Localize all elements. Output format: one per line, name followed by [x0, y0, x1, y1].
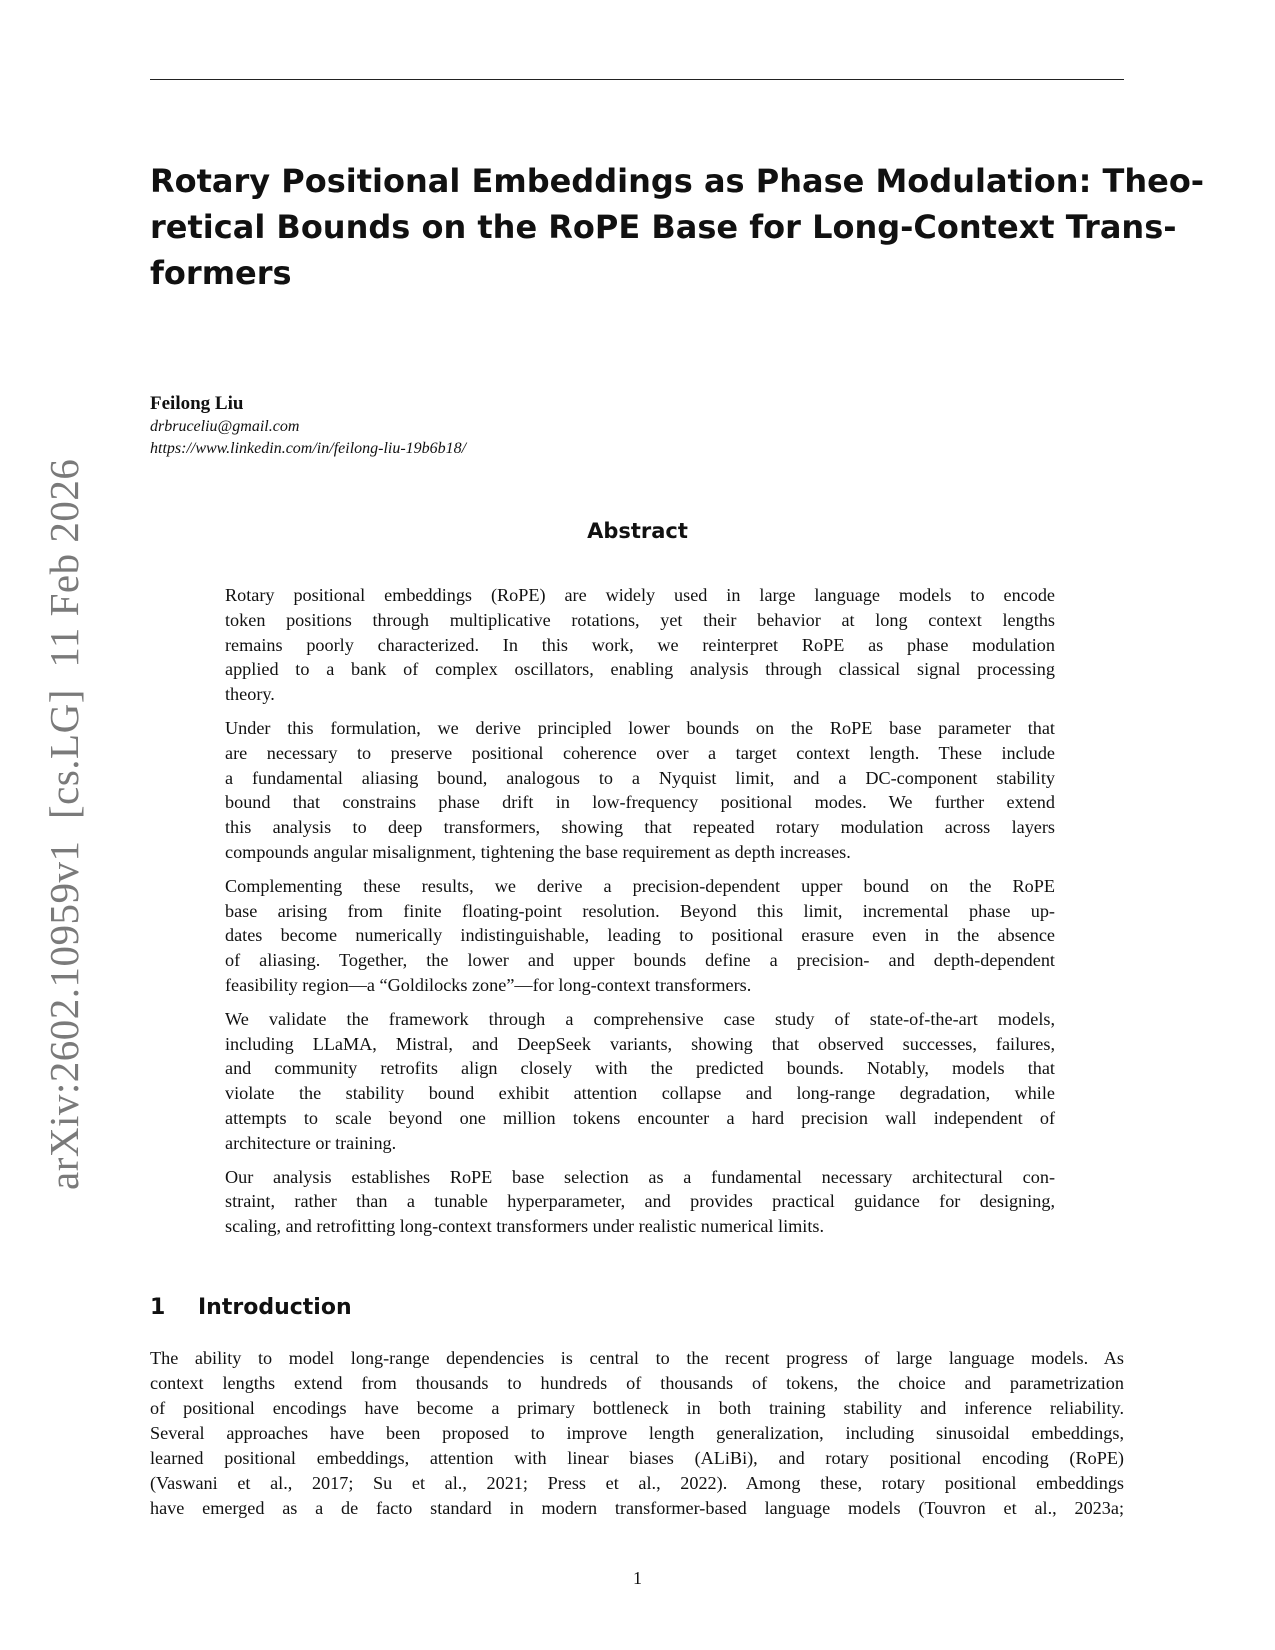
text-line: have emerged as a de facto standard in modern transformer-based language models (Touvron et al., 2023a; [150, 1498, 1124, 1518]
text-line: feasibility region—a “Goldilocks zone”—for long-context transformers. [225, 974, 752, 995]
text-line: Our analysis establishes RoPE base selection as a fundamental necessary architectural con- [225, 1166, 1055, 1187]
page-number: 1 [633, 1568, 642, 1588]
text-line: context lengths extend from thousands to hundreds of thousands of tokens, the choice and parametrization [150, 1373, 1124, 1393]
section-heading [150, 1295, 352, 1320]
abstract-paragraph [225, 1165, 1055, 1239]
title-line: Rotary Positional Embeddings as Phase Modulation: Theo- [150, 162, 1205, 200]
text-line: remains poorly characterized. In this work, we reinterpret RoPE as phase modulation [225, 634, 1055, 655]
text-line: Complementing these results, we derive a precision-dependent upper bound on the RoPE [225, 875, 1055, 896]
intro-body [150, 1346, 1124, 1521]
text-line: straint, rather than a tunable hyperparameter, and provides practical guidance for designing, [225, 1191, 1055, 1212]
top-rule [150, 79, 1124, 80]
arxiv-stamp: arXiv:2602.10959v1 [cs.LG] 11 Feb 2026 [41, 458, 87, 1190]
text-line: compounds angular misalignment, tightening the base requirement as depth increases. [225, 841, 851, 862]
text-line: violate the stability bound exhibit attention collapse and long-range degradation, while [225, 1083, 1055, 1104]
abstract-paragraph [225, 583, 1055, 707]
abstract-body [225, 583, 1055, 1248]
text-line: (Vaswani et al., 2017; Su et al., 2021; Press et al., 2022). Among these, rotary positional embeddings [150, 1473, 1124, 1493]
text-line: of positional encodings have become a primary bottleneck in both training stability and inference reliability. [150, 1398, 1124, 1418]
text-line: Under this formulation, we derive principled lower bounds on the RoPE base parameter that [225, 717, 1055, 738]
text-line: The ability to model long-range dependencies is central to the recent progress of large language models. As [150, 1348, 1124, 1368]
title-line: retical Bounds on the RoPE Base for Long-Context Trans- [150, 208, 1177, 246]
text-line: are necessary to preserve positional coherence over a target context length. These include [225, 742, 1055, 763]
abstract-paragraph [225, 1007, 1055, 1156]
author-name: Feilong Liu [150, 393, 244, 414]
text-line: architecture or training. [225, 1132, 397, 1153]
text-line: applied to a bank of complex oscillators, enabling analysis through classical signal processing [225, 659, 1055, 680]
text-line: base arising from finite floating-point resolution. Beyond this limit, incremental phase up- [225, 900, 1055, 921]
paper-title [150, 158, 1205, 296]
text-line: theory. [225, 684, 275, 705]
text-line: scaling, and retrofitting long-context transformers under realistic numerical limits. [225, 1216, 824, 1237]
text-line: this analysis to deep transformers, showing that repeated rotary modulation across layers [225, 817, 1055, 838]
author-url[interactable]: https://www.linkedin.com/in/feilong-liu-19b6b18/ [150, 440, 467, 457]
text-line: Rotary positional embeddings (RoPE) are widely used in large language models to encode [225, 585, 1055, 605]
section-title: Introduction [198, 1295, 352, 1320]
text-line: We validate the framework through a comprehensive case study of state-of-the-art models, [225, 1008, 1055, 1029]
text-line: learned positional embeddings, attention with linear biases (ALiBi), and rotary positional encoding (RoPE) [150, 1448, 1124, 1468]
text-line: a fundamental aliasing bound, analogous to a Nyquist limit, and a DC-component stability [225, 767, 1055, 788]
text-line: and community retrofits align closely with the predicted bounds. Notably, models that [225, 1058, 1055, 1079]
abstract-heading: Abstract [587, 519, 688, 543]
text-line: dates become numerically indistinguishable, leading to positional erasure even in the absence [225, 925, 1055, 946]
section-number: 1 [150, 1295, 166, 1320]
text-line: including LLaMA, Mistral, and DeepSeek variants, showing that observed successes, failures, [225, 1033, 1055, 1054]
text-line: bound that constrains phase drift in low-frequency positional modes. We further extend [225, 792, 1055, 813]
abstract-paragraph [225, 874, 1055, 998]
title-line: formers [150, 254, 292, 292]
author-block [150, 392, 466, 460]
text-line: token positions through multiplicative rotations, yet their behavior at long context lengths [225, 609, 1055, 630]
text-line: of aliasing. Together, the lower and upper bounds define a precision- and depth-dependent [225, 950, 1055, 971]
author-email[interactable]: drbruceliu@gmail.com [150, 418, 300, 435]
abstract-paragraph [225, 716, 1055, 865]
text-line: Several approaches have been proposed to improve length generalization, including sinusoidal embeddings, [150, 1423, 1124, 1443]
text-line: attempts to scale beyond one million tokens encounter a hard precision wall independent of [225, 1107, 1055, 1128]
